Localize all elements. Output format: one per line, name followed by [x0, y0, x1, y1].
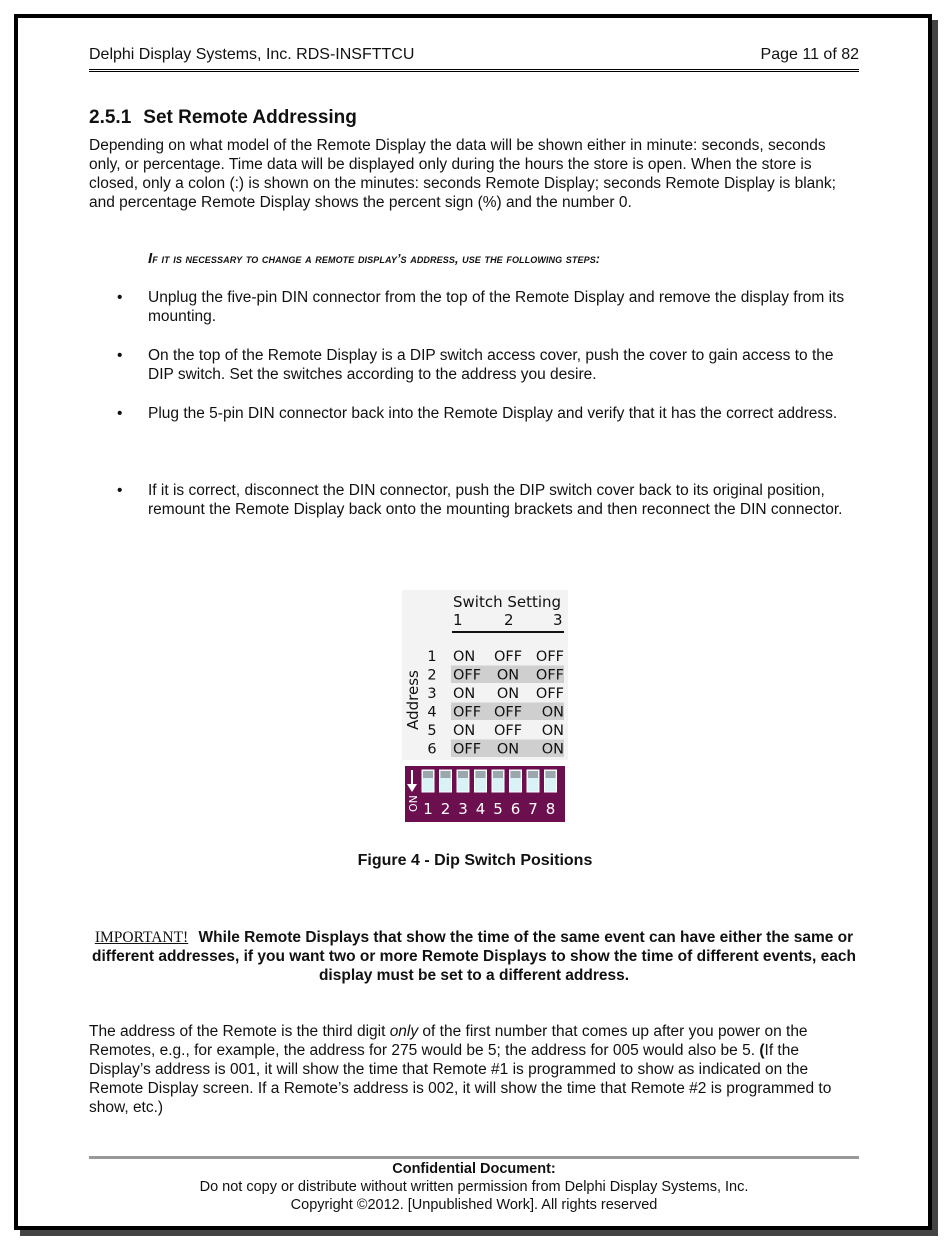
switch-3-value: ON: [541, 723, 564, 739]
dip-switch-number: 4: [475, 800, 486, 818]
address-axis-label: Address: [404, 670, 422, 730]
footer-divider: [89, 1156, 859, 1159]
page-header: [89, 46, 859, 72]
switch-3-value: OFF: [535, 686, 564, 702]
switch-2-value: ON: [496, 667, 520, 684]
dip-switch-knob: [511, 771, 521, 778]
header-company: Delphi Display Systems, Inc. RDS-INSFTTCU: [89, 46, 415, 63]
dip-switch-number: 5: [493, 800, 503, 818]
bullet-marker: •: [117, 289, 123, 306]
list-item-text: Unplug the five-pin DIN connector from the top of the Remote Display and remove the display from its mounting.: [148, 289, 845, 325]
list-item-text: Plug the 5-pin DIN connector back into the Remote Display and verify that it has the correct address.: [148, 405, 838, 422]
address-note-part2: of the first number that comes up after you power on the Remotes, e.g., for example, the address for 275 would be 5; the address for 005 would also be 5.: [89, 1023, 808, 1059]
header-page-number: Page 11 of 82: [760, 46, 859, 63]
address-number: 6: [427, 741, 437, 758]
dip-switch-number: 6: [510, 800, 521, 818]
dip-switch-knob: [528, 771, 538, 778]
address-note-paragraph: [89, 1022, 859, 1117]
switch-3-value: ON: [541, 741, 564, 758]
intro-paragraph: Depending on what model of the Remote Display the data will be shown either in minute: seconds, seconds only, or percentage. Time data will be displayed only during the hours the store is open. When the store is closed, only a colon (:) is shown on the minutes: seconds Remote Display; seconds Remote Display is blank; and percentage Remote Display shows the percent sign (%) and the number 0.: [89, 137, 836, 211]
dip-switch-number: 8: [545, 800, 556, 818]
dip-switch-number: 2: [440, 800, 451, 818]
address-note-emphasis: only: [389, 1023, 419, 1040]
address-number: 3: [427, 686, 437, 702]
switch-3-value: OFF: [535, 649, 564, 665]
switch-2-value: ON: [496, 686, 520, 702]
section-title: [89, 108, 859, 127]
list-item-text: If it is correct, disconnect the DIN connector, push the DIP switch cover back to its original position, remount the Remote Display back onto the mounting brackets and then reconnect the DIN connector.: [148, 482, 843, 518]
switch-1-value: ON: [453, 686, 476, 702]
address-note-paren: (: [759, 1042, 765, 1059]
footer-title: Confidential Document:: [392, 1161, 556, 1177]
steps-heading: [148, 250, 600, 267]
important-label: IMPORTANT!: [94, 929, 189, 946]
section-title-text: Set Remote Addressing: [143, 107, 357, 128]
list-item: [117, 346, 860, 384]
bullet-marker: •: [117, 482, 123, 499]
important-note: [89, 928, 859, 985]
steps-heading-initial: I: [148, 250, 153, 267]
address-number: 2: [427, 667, 437, 684]
switch-setting-title: Switch Setting: [453, 593, 562, 611]
switch-2-value: ON: [496, 741, 520, 758]
switch-header-2: 2: [504, 611, 514, 629]
dip-switch-knob: [546, 771, 556, 778]
list-item: [117, 404, 860, 423]
footer-copyright: Copyright ©2012. [Unpublished Work]. All rights reserved: [290, 1197, 658, 1213]
address-number: 5: [427, 723, 437, 739]
steps-heading-text: f it is necessary to change a remote display’s address, use the following steps:: [152, 252, 601, 266]
dip-switch-number: 7: [528, 800, 538, 818]
switch-2-value: OFF: [493, 704, 523, 721]
switch-header-3: 3: [553, 611, 563, 629]
switch-3-value: OFF: [535, 667, 564, 684]
dip-switch-diagram: [402, 590, 568, 822]
dip-switch-number: 3: [458, 800, 468, 818]
switch-2-value: OFF: [493, 649, 523, 665]
switch-1-value: OFF: [453, 667, 482, 684]
dip-switch-knob: [458, 771, 468, 778]
address-number: 4: [427, 704, 437, 721]
list-item: [117, 288, 860, 326]
switch-1-value: OFF: [453, 704, 482, 721]
list-item: [117, 481, 860, 519]
dip-switch-number: 1: [423, 800, 433, 818]
dip-switch-knob: [493, 771, 503, 778]
dip-switch-knob: [476, 771, 486, 778]
list-item-text: On the top of the Remote Display is a DIP switch access cover, push the cover to gain access to the DIP switch. Set the switches according to the address you desire.: [148, 347, 834, 383]
switch-1-value: ON: [453, 723, 476, 739]
important-text: While Remote Displays that show the time of the same event can have either the same or different addresses, if you want two or more Remote Displays to show the time of different events, each display must be set to a different address.: [92, 929, 856, 984]
switch-3-value: ON: [541, 704, 564, 721]
address-note-part1: The address of the Remote is the third digit: [89, 1023, 390, 1040]
bullet-marker: •: [117, 347, 123, 364]
dip-on-label: ON: [407, 795, 420, 812]
switch-2-value: OFF: [493, 723, 523, 739]
switch-1-value: OFF: [453, 741, 482, 758]
address-number: 1: [427, 649, 437, 665]
section-number: 2.5.1: [89, 107, 132, 128]
dip-switch-figure: [402, 590, 568, 822]
dip-switch-knob: [441, 771, 451, 778]
bullet-marker: •: [117, 405, 123, 422]
dip-switch-knob: [423, 771, 433, 778]
address-note-part3: If the Display’s address is 001, it will show the time that Remote #1 is programmed to show as indicated on the Remote Display screen. If a Remote’s address is 002, it will show the time that Remote #2 is programmed to show, etc.): [89, 1042, 832, 1116]
switch-1-value: ON: [453, 649, 476, 665]
footer-notice: Do not copy or distribute without written permission from Delphi Display Systems, Inc.: [199, 1179, 749, 1195]
switch-header-1: 1: [453, 611, 463, 629]
figure-caption: Figure 4 - Dip Switch Positions: [357, 852, 593, 869]
